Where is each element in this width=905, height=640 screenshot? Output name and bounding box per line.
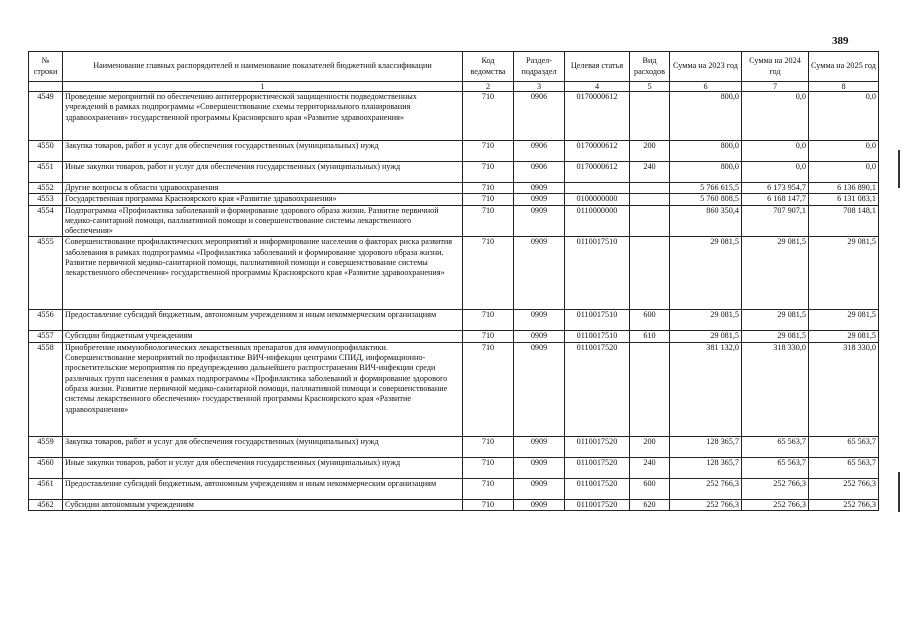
department-code: 710 xyxy=(463,141,514,162)
sum-2024: 252 766,3 xyxy=(742,478,809,499)
column-number: 1 xyxy=(63,82,463,92)
table-row xyxy=(29,310,879,331)
table-header-row xyxy=(29,52,879,82)
row-name: Закупка товаров, работ и услуг для обеспечения государственных (муниципальных) нужд xyxy=(63,436,463,457)
department-code: 710 xyxy=(463,162,514,183)
section-code: 0909 xyxy=(514,436,565,457)
section-code: 0909 xyxy=(514,205,565,237)
expense-type xyxy=(630,237,670,310)
header-expense-type: Вид расходов xyxy=(630,52,670,82)
sum-2023: 5 766 615,5 xyxy=(670,183,742,194)
sum-2023: 252 766,3 xyxy=(670,478,742,499)
row-name: Иные закупки товаров, работ и услуг для обеспечения государственных (муниципальных) нужд xyxy=(63,162,463,183)
row-name: Предоставление субсидий бюджетным, автономным учреждениям и иным некоммерческим организациям xyxy=(63,478,463,499)
row-name: Субсидии автономным учреждениям xyxy=(63,499,463,510)
section-code: 0909 xyxy=(514,499,565,510)
sum-2024: 0,0 xyxy=(742,92,809,141)
sum-2023: 128 365,7 xyxy=(670,436,742,457)
margin-mark xyxy=(898,150,900,188)
row-number: 4552 xyxy=(29,183,63,194)
sum-2023: 29 081,5 xyxy=(670,310,742,331)
page-number: 389 xyxy=(832,35,849,47)
row-number: 4560 xyxy=(29,457,63,478)
department-code: 710 xyxy=(463,183,514,194)
row-name: Иные закупки товаров, работ и услуг для обеспечения государственных (муниципальных) нужд xyxy=(63,457,463,478)
sum-2023: 800,0 xyxy=(670,141,742,162)
header-sum-2024: Сумма на 2024 год xyxy=(742,52,809,82)
table-row xyxy=(29,499,879,510)
sum-2025: 65 563,7 xyxy=(809,457,879,478)
row-number: 4562 xyxy=(29,499,63,510)
sum-2024: 0,0 xyxy=(742,141,809,162)
column-number: 2 xyxy=(463,82,514,92)
sum-2023: 128 365,7 xyxy=(670,457,742,478)
sum-2025: 6 136 890,1 xyxy=(809,183,879,194)
expense-type: 240 xyxy=(630,457,670,478)
section-code: 0906 xyxy=(514,162,565,183)
department-code: 710 xyxy=(463,342,514,436)
header-section: Раздел-подраздел xyxy=(514,52,565,82)
margin-mark xyxy=(898,472,900,512)
header-row-number: № строки xyxy=(29,52,63,82)
row-name: Приобретение иммунобиологических лекарственных препаратов для иммунопрофилактики. Совершенствование мероприятий по профилактике ВИЧ-инфекции центрами СПИД, информационно-просветительские мероприятия по предупреждению дальнейшего распространения ВИЧ-инфекции среди различных групп населения в рамках подпрограммы «Профилактика заболеваний и формирование здорового образа жизни. Развитие первичной медико-санитарной помощи, паллиативной помощи и совершенствование системы лекарственного обеспечения» государственной программы Красноярского края «Развитие здравоохранения» xyxy=(63,342,463,436)
sum-2023: 860 350,4 xyxy=(670,205,742,237)
sum-2023: 381 132,0 xyxy=(670,342,742,436)
row-number: 4557 xyxy=(29,331,63,342)
section-code: 0909 xyxy=(514,342,565,436)
section-code: 0909 xyxy=(514,478,565,499)
target-article: 0170000612 xyxy=(565,162,630,183)
table-row xyxy=(29,478,879,499)
sum-2024: 65 563,7 xyxy=(742,436,809,457)
section-code: 0906 xyxy=(514,141,565,162)
sum-2025: 0,0 xyxy=(809,92,879,141)
table-row xyxy=(29,457,879,478)
department-code: 710 xyxy=(463,478,514,499)
sum-2023: 29 081,5 xyxy=(670,237,742,310)
target-article: 0110017510 xyxy=(565,237,630,310)
sum-2025: 29 081,5 xyxy=(809,331,879,342)
expense-type xyxy=(630,92,670,141)
target-article: 0110017510 xyxy=(565,310,630,331)
department-code: 710 xyxy=(463,457,514,478)
column-number: 4 xyxy=(565,82,630,92)
row-number: 4554 xyxy=(29,205,63,237)
header-target-article: Целевая статья xyxy=(565,52,630,82)
row-name: Проведение мероприятий по обеспечению антитеррористической защищенности подведомственных учреждений в рамках подпрограммы «Совершенствование схемы территориального планирования здравоохранения» государственной программы Красноярского края «Развитие здравоохранения» xyxy=(63,92,463,141)
table-row xyxy=(29,92,879,141)
expense-type: 610 xyxy=(630,331,670,342)
table-body xyxy=(29,92,879,511)
target-article: 0100000000 xyxy=(565,194,630,205)
department-code: 710 xyxy=(463,436,514,457)
expense-type xyxy=(630,183,670,194)
sum-2024: 29 081,5 xyxy=(742,331,809,342)
sum-2024: 707 907,1 xyxy=(742,205,809,237)
department-code: 710 xyxy=(463,92,514,141)
row-name: Предоставление субсидий бюджетным, автономным учреждениям и иным некоммерческим организациям xyxy=(63,310,463,331)
department-code: 710 xyxy=(463,237,514,310)
section-code: 0909 xyxy=(514,457,565,478)
target-article: 0110017520 xyxy=(565,478,630,499)
sum-2024: 65 563,7 xyxy=(742,457,809,478)
department-code: 710 xyxy=(463,499,514,510)
sum-2023: 800,0 xyxy=(670,92,742,141)
expense-type: 620 xyxy=(630,499,670,510)
target-article: 0110017520 xyxy=(565,436,630,457)
target-article: 0110017510 xyxy=(565,331,630,342)
target-article: 0170000612 xyxy=(565,92,630,141)
column-number: 6 xyxy=(670,82,742,92)
row-name: Государственная программа Красноярского края «Развитие здравоохранения» xyxy=(63,194,463,205)
sum-2024: 252 766,3 xyxy=(742,499,809,510)
department-code: 710 xyxy=(463,194,514,205)
target-article xyxy=(565,183,630,194)
table-row xyxy=(29,141,879,162)
sum-2024: 29 081,5 xyxy=(742,237,809,310)
sum-2024: 29 081,5 xyxy=(742,310,809,331)
target-article: 0110000000 xyxy=(565,205,630,237)
department-code: 710 xyxy=(463,331,514,342)
column-number: 7 xyxy=(742,82,809,92)
row-name: Закупка товаров, работ и услуг для обеспечения государственных (муниципальных) нужд xyxy=(63,141,463,162)
sum-2025: 0,0 xyxy=(809,141,879,162)
section-code: 0906 xyxy=(514,92,565,141)
expense-type: 600 xyxy=(630,478,670,499)
header-name: Наименование главных распорядителей и наименование показателей бюджетной классификации xyxy=(63,52,463,82)
sum-2025: 29 081,5 xyxy=(809,310,879,331)
row-name: Субсидии бюджетным учреждениям xyxy=(63,331,463,342)
column-number: 5 xyxy=(630,82,670,92)
row-name: Подпрограмма «Профилактика заболеваний и формирование здорового образа жизни. Развитие первичной медико-санитарной помощи, паллиативной помощи и совершенствование системы лекарственного обеспечения» xyxy=(63,205,463,237)
expense-type: 200 xyxy=(630,436,670,457)
expense-type xyxy=(630,342,670,436)
target-article: 0110017520 xyxy=(565,499,630,510)
row-number: 4556 xyxy=(29,310,63,331)
expense-type xyxy=(630,205,670,237)
department-code: 710 xyxy=(463,205,514,237)
sum-2023: 5 760 808,5 xyxy=(670,194,742,205)
header-department-code: Код ведомства xyxy=(463,52,514,82)
column-number: 8 xyxy=(809,82,879,92)
row-number: 4551 xyxy=(29,162,63,183)
expense-type: 200 xyxy=(630,141,670,162)
expense-type xyxy=(630,194,670,205)
row-number: 4553 xyxy=(29,194,63,205)
sum-2023: 252 766,3 xyxy=(670,499,742,510)
table-row xyxy=(29,436,879,457)
section-code: 0909 xyxy=(514,183,565,194)
expense-type: 240 xyxy=(630,162,670,183)
row-number: 4555 xyxy=(29,237,63,310)
column-number: 3 xyxy=(514,82,565,92)
sum-2025: 65 563,7 xyxy=(809,436,879,457)
sum-2025: 708 148,1 xyxy=(809,205,879,237)
row-number: 4549 xyxy=(29,92,63,141)
sum-2025: 252 766,3 xyxy=(809,499,879,510)
target-article: 0170000612 xyxy=(565,141,630,162)
sum-2023: 29 081,5 xyxy=(670,331,742,342)
table-row xyxy=(29,194,879,205)
section-code: 0909 xyxy=(514,237,565,310)
sum-2025: 0,0 xyxy=(809,162,879,183)
row-number: 4561 xyxy=(29,478,63,499)
column-number-row xyxy=(29,82,879,92)
sum-2025: 6 131 083,1 xyxy=(809,194,879,205)
target-article: 0110017520 xyxy=(565,457,630,478)
table-row xyxy=(29,237,879,310)
target-article: 0110017520 xyxy=(565,342,630,436)
table-row xyxy=(29,205,879,237)
sum-2025: 252 766,3 xyxy=(809,478,879,499)
sum-2024: 6 168 147,7 xyxy=(742,194,809,205)
row-number: 4550 xyxy=(29,141,63,162)
sum-2024: 318 330,0 xyxy=(742,342,809,436)
expense-type: 600 xyxy=(630,310,670,331)
sum-2025: 29 081,5 xyxy=(809,237,879,310)
row-name: Совершенствование профилактических мероприятий и информирование населения о факторах риска развития заболевания в рамках подпрограммы «Профилактика заболеваний и формирование здорового образа жизни. Развитие первичной медико-санитарной помощи, паллиативной помощи и совершенствование системы лекарственного обеспечения» государственной программы Красноярского края «Развитие здравоохранения» xyxy=(63,237,463,310)
sum-2023: 800,0 xyxy=(670,162,742,183)
section-code: 0909 xyxy=(514,331,565,342)
table-row xyxy=(29,162,879,183)
table-row xyxy=(29,342,879,436)
row-number: 4558 xyxy=(29,342,63,436)
row-number: 4559 xyxy=(29,436,63,457)
department-code: 710 xyxy=(463,310,514,331)
table-row xyxy=(29,183,879,194)
sum-2025: 318 330,0 xyxy=(809,342,879,436)
section-code: 0909 xyxy=(514,310,565,331)
row-name: Другие вопросы в области здравоохранения xyxy=(63,183,463,194)
budget-table xyxy=(28,51,879,511)
section-code: 0909 xyxy=(514,194,565,205)
sum-2024: 6 173 954,7 xyxy=(742,183,809,194)
column-number xyxy=(29,82,63,92)
table-row xyxy=(29,331,879,342)
header-sum-2023: Сумма на 2023 год xyxy=(670,52,742,82)
sum-2024: 0,0 xyxy=(742,162,809,183)
header-sum-2025: Сумма на 2025 год xyxy=(809,52,879,82)
